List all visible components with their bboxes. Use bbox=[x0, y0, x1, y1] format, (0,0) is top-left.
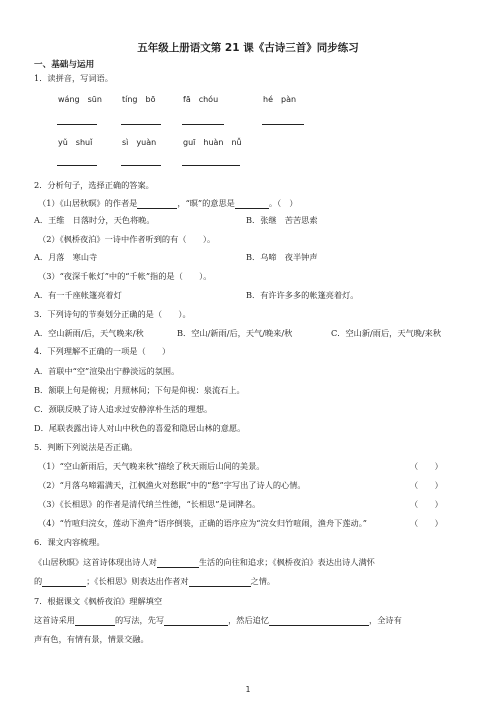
pinyin-4: hé pàn bbox=[263, 95, 297, 104]
q3-stem: 3．下列诗句的节奏划分正确的是（ ）。 bbox=[34, 309, 191, 319]
page-number: 1 bbox=[245, 685, 251, 694]
answer-blank[interactable] bbox=[182, 124, 224, 125]
q5-item-2: （2）“月落乌啼霜满天，江枫渔火对愁眠”中的“愁”字写出了诗人的心情。 bbox=[38, 480, 306, 490]
answer-blank[interactable] bbox=[42, 577, 86, 587]
q2-sub2: （2）《枫桥夜泊》一诗中作者听到的有（ ）。 bbox=[38, 234, 216, 244]
answer-blank[interactable] bbox=[164, 616, 228, 626]
q2-sub3-option-a: A．有一千座帐篷亮着灯 bbox=[34, 290, 122, 300]
q5-item-3: （3）《长相思》的作者是清代纳兰性德，“长相思”是词牌名。 bbox=[38, 499, 261, 509]
q5-item-4: （4）“竹喧归浣女，莲动下渔舟”语序倒装，正确的语序应为“浣女归竹喧闹，渔舟下莲动。” bbox=[38, 518, 367, 528]
page-title: 五年级上册语文第 21 课《古诗三首》同步练习 bbox=[137, 42, 359, 54]
q2-sub2-option-a: A．月落 寒山寺 bbox=[34, 252, 98, 262]
q3-option-b: B．空山/新雨/后，天气/晚来/秋 bbox=[177, 328, 293, 338]
answer-blank[interactable] bbox=[262, 124, 304, 125]
answer-blank[interactable] bbox=[57, 165, 97, 166]
answer-blank[interactable] bbox=[269, 616, 369, 626]
q6-stem: 6．课文内容梳理。 bbox=[34, 537, 105, 547]
pinyin-5: yǔ shuǐ bbox=[58, 138, 93, 147]
answer-blank[interactable] bbox=[121, 165, 161, 166]
judge-paren[interactable]: （ ） bbox=[410, 499, 443, 509]
answer-blank[interactable] bbox=[182, 165, 240, 166]
pinyin-6: sì yuàn bbox=[122, 138, 157, 147]
judge-paren[interactable]: （ ） bbox=[410, 480, 443, 490]
judge-paren[interactable]: （ ） bbox=[410, 461, 443, 471]
q4-option-b: B．颔联上句是俯视；月照林间；下句是仰视：泉流石上。 bbox=[34, 385, 245, 395]
q4-option-d: D．尾联表露出诗人对山中秋色的喜爱和隐居山林的意愿。 bbox=[34, 423, 246, 433]
q2-sub2-option-b: B．乌啼 夜半钟声 bbox=[246, 252, 318, 262]
q7-line-2: 声有色，有情有景，情景交融。 bbox=[34, 634, 149, 644]
q7-line-1: 这首诗采用 的写法，先写 ，然后追忆 ，全诗有 bbox=[34, 615, 402, 625]
pinyin-7: guī huàn nǚ bbox=[183, 138, 242, 147]
q1-stem: 1．读拼音，写词语。 bbox=[34, 73, 113, 83]
answer-blank[interactable] bbox=[157, 558, 199, 568]
pinyin-1: wáng sūn bbox=[58, 95, 102, 104]
answer-blank[interactable] bbox=[235, 199, 269, 209]
q5-stem: 5．判断下列说法是否正确。 bbox=[34, 442, 138, 452]
answer-blank[interactable] bbox=[121, 124, 161, 125]
q4-stem: 4．下列理解不正确的一项是（ ） bbox=[34, 346, 171, 356]
q4-option-c: C．颈联反映了诗人追求过安静淳朴生活的理想。 bbox=[34, 404, 213, 414]
q6-line-1: 《山居秋暝》这首诗体现出诗人对 生活的向往和追求；《枫桥夜泊》表达出诗人满怀 bbox=[34, 557, 375, 567]
q2-sub1-option-b: B．张继 苦苦思索 bbox=[246, 215, 318, 225]
answer-blank[interactable] bbox=[75, 616, 115, 626]
section-heading: 一、基础与运用 bbox=[34, 60, 95, 70]
q2-stem: 2．分析句子，选择正确的答案。 bbox=[34, 180, 154, 190]
pinyin-2: tíng bō bbox=[122, 95, 156, 104]
q6-line-2: 的 ；《长相思》则表达出作者对 之情。 bbox=[34, 576, 276, 586]
q7-stem: 7．根据课文《枫桥夜泊》理解填空 bbox=[34, 596, 163, 606]
q5-item-1: （1）“空山新雨后，天气晚来秋”描绘了秋天雨后山间的美景。 bbox=[38, 461, 265, 471]
q4-option-a: A．首联中“空”渲染出宁静淡远的氛围。 bbox=[34, 366, 180, 376]
q3-option-c: C．空山新/雨后，天气晚/来秋 bbox=[331, 328, 442, 338]
answer-blank[interactable] bbox=[57, 124, 97, 125]
answer-blank[interactable] bbox=[189, 577, 251, 587]
q2-sub1-option-a: A．王维 日落时分，天色将晚。 bbox=[34, 215, 155, 225]
answer-blank[interactable] bbox=[137, 199, 177, 209]
q3-option-a: A．空山新雨/后，天气晚来/秋 bbox=[34, 328, 144, 338]
judge-paren[interactable]: （ ） bbox=[410, 518, 443, 528]
q2-sub3: （3）“夜深千帐灯”中的“千帐”指的是（ ）。 bbox=[38, 271, 212, 281]
q2-sub3-option-b: B．有许许多多的帐篷亮着灯。 bbox=[246, 290, 359, 300]
q2-sub1: （1）《山居秋暝》的作者是 ，“暝”的意思是 。（ ） bbox=[38, 198, 298, 208]
pinyin-3: fā chóu bbox=[183, 95, 219, 104]
